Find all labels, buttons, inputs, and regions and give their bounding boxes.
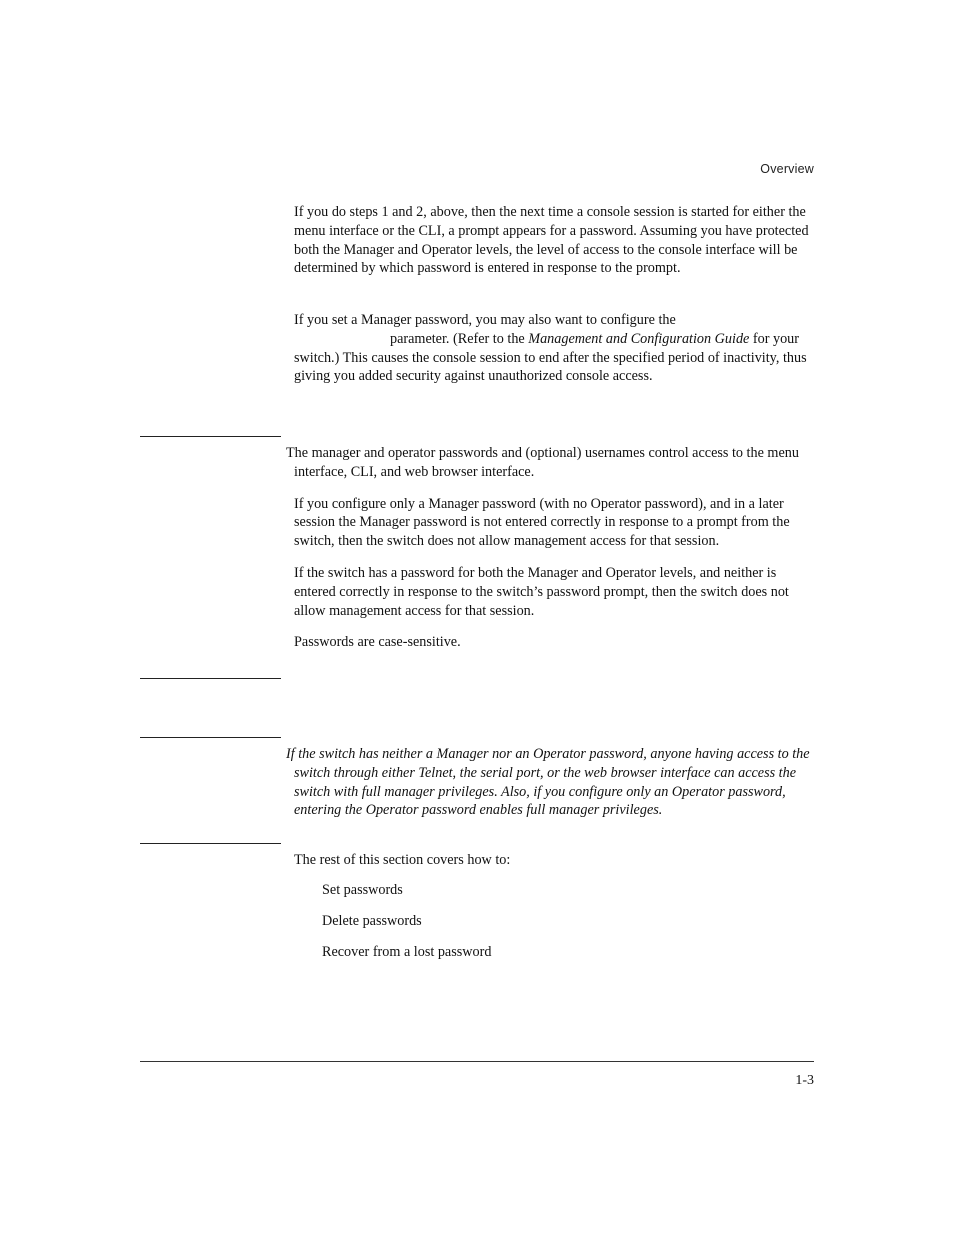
paragraph-line-1: If you set a Manager password, you may also want to configure the — [294, 312, 676, 328]
note-paragraph-1: The manager and operator passwords and (optional) usernames control access to the menu interface, CLI, and web browser interface. — [286, 445, 799, 480]
list-item: Set passwords — [322, 882, 403, 898]
paragraph-password-prompt — [294, 203, 814, 278]
note-bottom-rule — [140, 678, 281, 679]
running-header: Overview — [760, 162, 814, 176]
paragraph-text-block — [294, 311, 814, 386]
caution-top-rule — [140, 737, 281, 738]
paragraph-text: If you do steps 1 and 2, above, then the next time a console session is started for either the menu interface or the CLI, a prompt appears for a password. Assuming you have protected both the Manager and Operator levels, the level of access to the console interface will be determined by which password is entered in response to the prompt. — [294, 204, 809, 277]
caution-text: If the switch has neither a Manager nor an Operator password, anyone having access to the switch through either Telnet, the serial port, or the web browser interface can access the switch with full manager privileges. Also, if you configure only an Operator password, entering the Operator password enables full manager privileges. — [286, 746, 810, 819]
note-top-rule — [140, 436, 281, 437]
paragraph-rest: for your switch.) This causes the console session to end after the specified period of inactivity, thus giving you added security against unauthorized console access. — [294, 330, 807, 385]
list-item: Recover from a lost password — [322, 944, 492, 960]
caution-bottom-rule — [140, 843, 281, 844]
list-item: Delete passwords — [322, 913, 422, 929]
page-number: 1-3 — [795, 1073, 814, 1088]
paragraph-part-2: parameter. (Refer to the — [390, 330, 529, 347]
note-block — [286, 444, 814, 652]
note-paragraph-4: Passwords are case-sensitive. — [294, 634, 461, 651]
note-paragraph-3: If the switch has a password for both the Manager and Operator levels, and neither is entered correctly in response to the switch’s password prompt, then the switch does not allow management access for that session. — [294, 564, 789, 619]
guide-reference: Management and Configuration Guide — [528, 330, 750, 347]
rest-intro — [294, 851, 814, 870]
caution-block — [286, 745, 816, 820]
note-paragraph-2: If you configure only a Manager password (with no Operator password), and in a later session the Manager password is not entered correctly in response to a prompt from the switch, then the switch does not allow management access for that session. — [294, 495, 790, 550]
rest-intro-text: The rest of this section covers how to: — [294, 852, 511, 868]
paragraph-inactivity-timer — [294, 311, 814, 386]
footer-rule — [140, 1061, 814, 1062]
